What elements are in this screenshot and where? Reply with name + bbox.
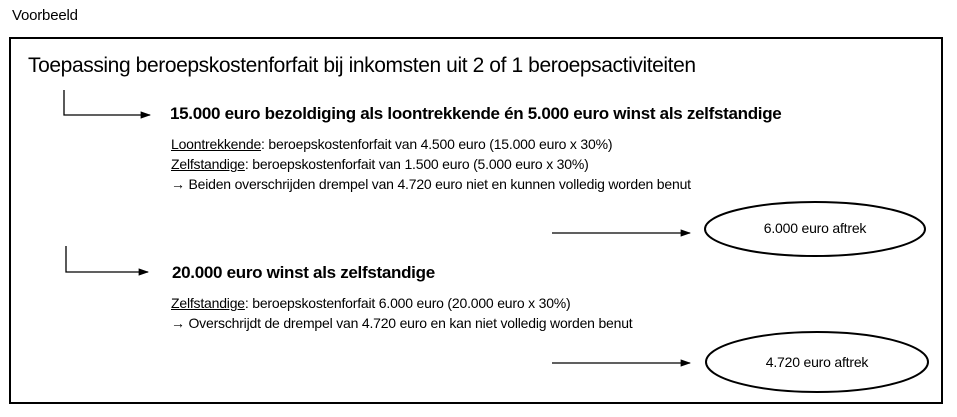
case-2-line-1 [171, 293, 632, 313]
case-1-result: 6.000 euro aftrek [763, 220, 867, 236]
case-1-line-1 [171, 134, 691, 154]
case-1-line-2 [171, 154, 691, 174]
case-2-details [171, 293, 632, 333]
case-1-line-3-text: → Beiden overschrijden drempel van 4.720 euro niet en kunnen volledig worden benut [171, 176, 691, 192]
case-2-line-1-label: Zelfstandige [171, 295, 245, 311]
case-1-line-3 [171, 174, 691, 194]
diagram-title: Toepassing beroepskostenforfait bij inkomsten uit 2 of 1 beroepsactiviteiten [28, 54, 696, 77]
case-2-result: 4.720 euro aftrek [765, 354, 869, 370]
elbow-arrow-1 [64, 90, 150, 115]
case-1-line-1-text: : beroepskostenforfait van 4.500 euro (15.000 euro x 30%) [261, 136, 613, 152]
elbow-arrow-2 [66, 246, 148, 272]
case-2-heading: 20.000 euro winst als zelfstandige [172, 263, 435, 282]
case-2-line-1-text: : beroepskostenforfait 6.000 euro (20.000 euro x 30%) [244, 295, 571, 311]
case-1-line-2-label: Zelfstandige [171, 156, 245, 172]
case-1-details [171, 134, 691, 194]
case-1-line-1-label: Loontrekkende [171, 136, 262, 152]
case-1-heading: 15.000 euro bezoldiging als loontrekkende én 5.000 euro winst als zelfstandige [170, 104, 782, 123]
case-2-line-2-text: → Overschrijdt de drempel van 4.720 euro en kan niet volledig worden benut [171, 315, 633, 331]
case-1-line-2-text: : beroepskostenforfait van 1.500 euro (5.000 euro x 30%) [244, 156, 589, 172]
caption: Voorbeeld [12, 7, 78, 24]
case-2-line-2 [171, 313, 632, 333]
